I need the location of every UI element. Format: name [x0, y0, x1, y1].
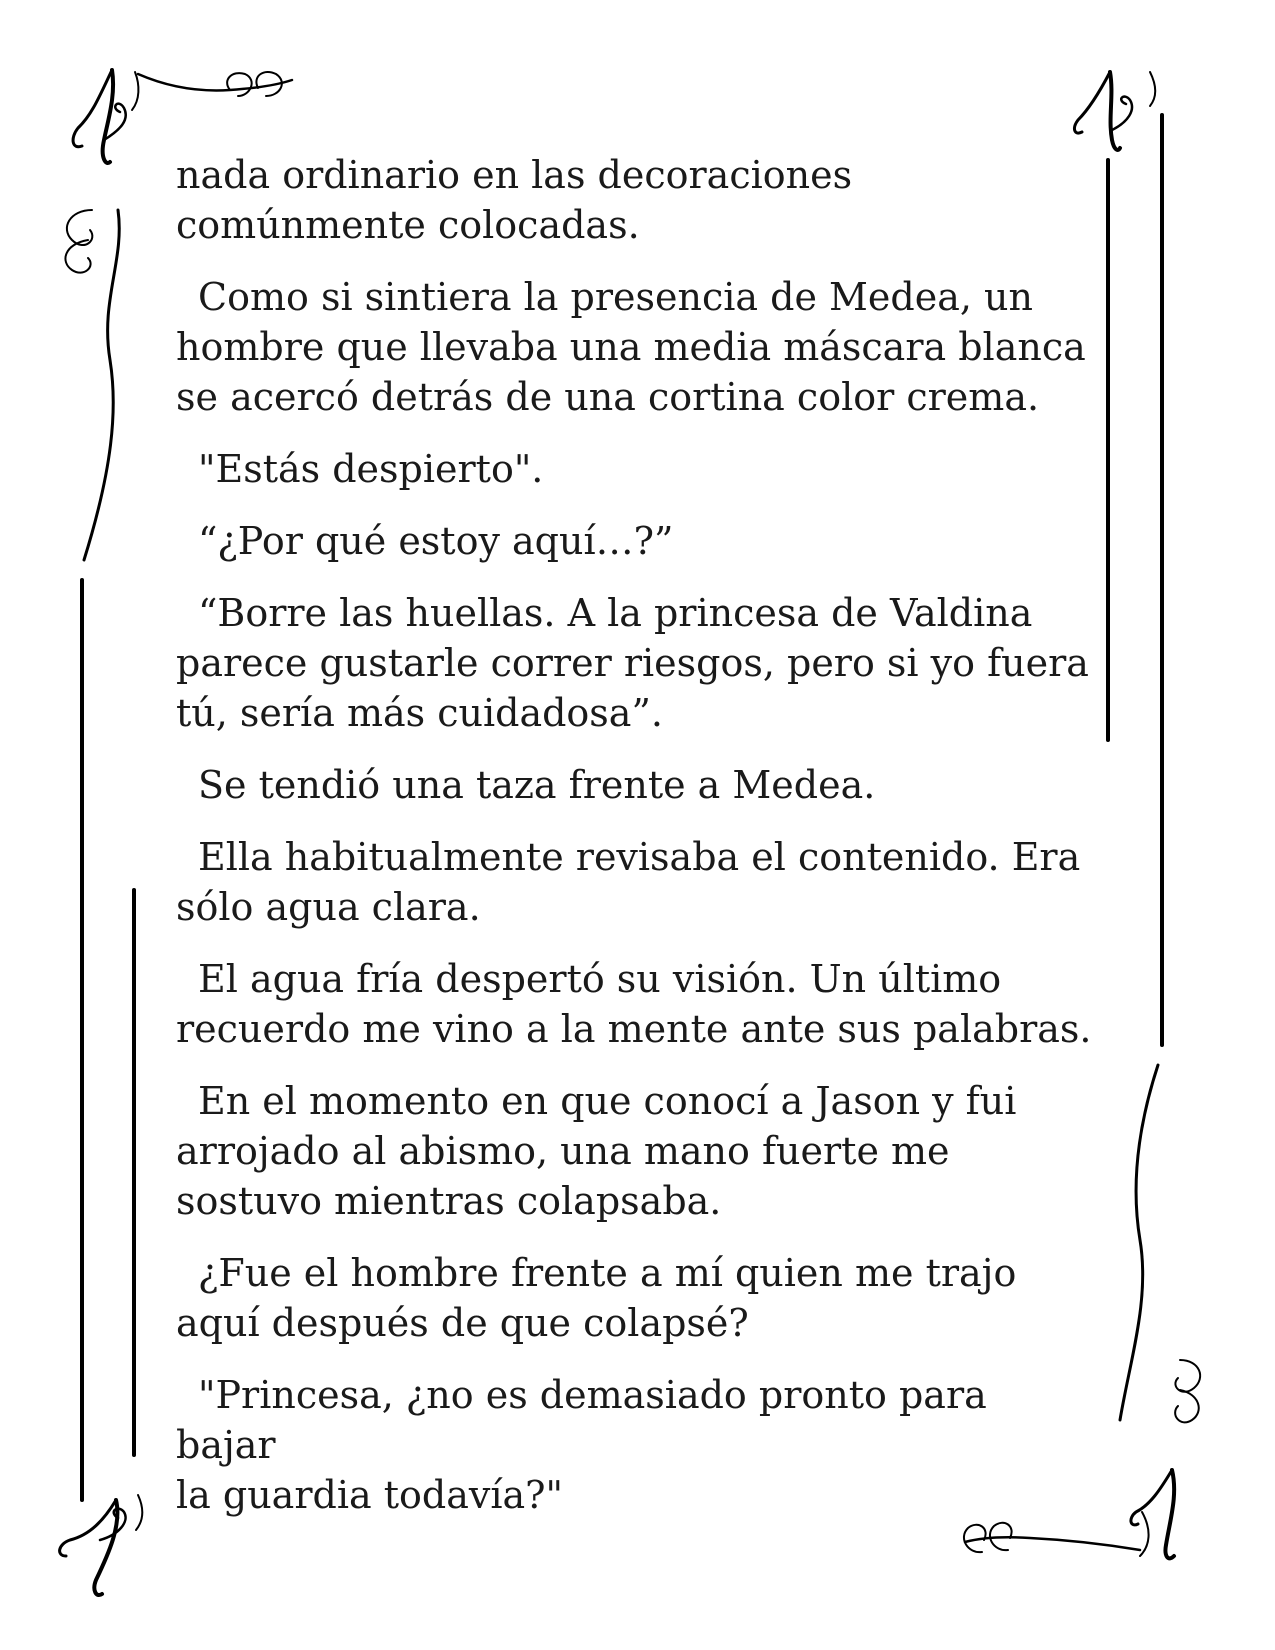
paragraph: nada ordinario en las decoraciones comúnmente colocadas. [176, 153, 853, 247]
paragraph: ¿Fue el hombre frente a mí quien me trajo aquí después de que colapsé? [176, 1251, 1017, 1345]
flourish-top-right-icon [1075, 72, 1156, 150]
paragraph: "Estás despierto". [198, 447, 544, 491]
paragraph: Como si sintiera la presencia de Medea, un hombre que llevaba una media máscara blanca se acercó detrás de una cortina color crema. [176, 275, 1086, 419]
paragraph: Se tendió una taza frente a Medea. [198, 763, 876, 807]
flourish-bottom-left-icon [60, 1495, 143, 1595]
paragraph: El agua fría despertó su visión. Un último recuerdo me vino a la mente ante sus palabras. [176, 957, 1092, 1051]
paragraph: “Borre las huellas. A la princesa de Valdina parece gustarle correr riesgos, pero si yo fuera tú, sería más cuidadosa”. [176, 591, 1089, 735]
paragraph: Ella habitualmente revisaba el contenido. Era sólo agua clara. [176, 835, 1081, 929]
paragraph: En el momento en que conocí a Jason y fui arrojado al abismo, una mano fuerte me sostuvo mientras colapsaba. [176, 1079, 1017, 1223]
paragraph: "Princesa, ¿no es demasiado pronto para bajar la guardia todavía?" [176, 1373, 987, 1517]
paragraph: “¿Por qué estoy aquí…?” [198, 519, 674, 563]
story-text [176, 150, 1096, 1542]
